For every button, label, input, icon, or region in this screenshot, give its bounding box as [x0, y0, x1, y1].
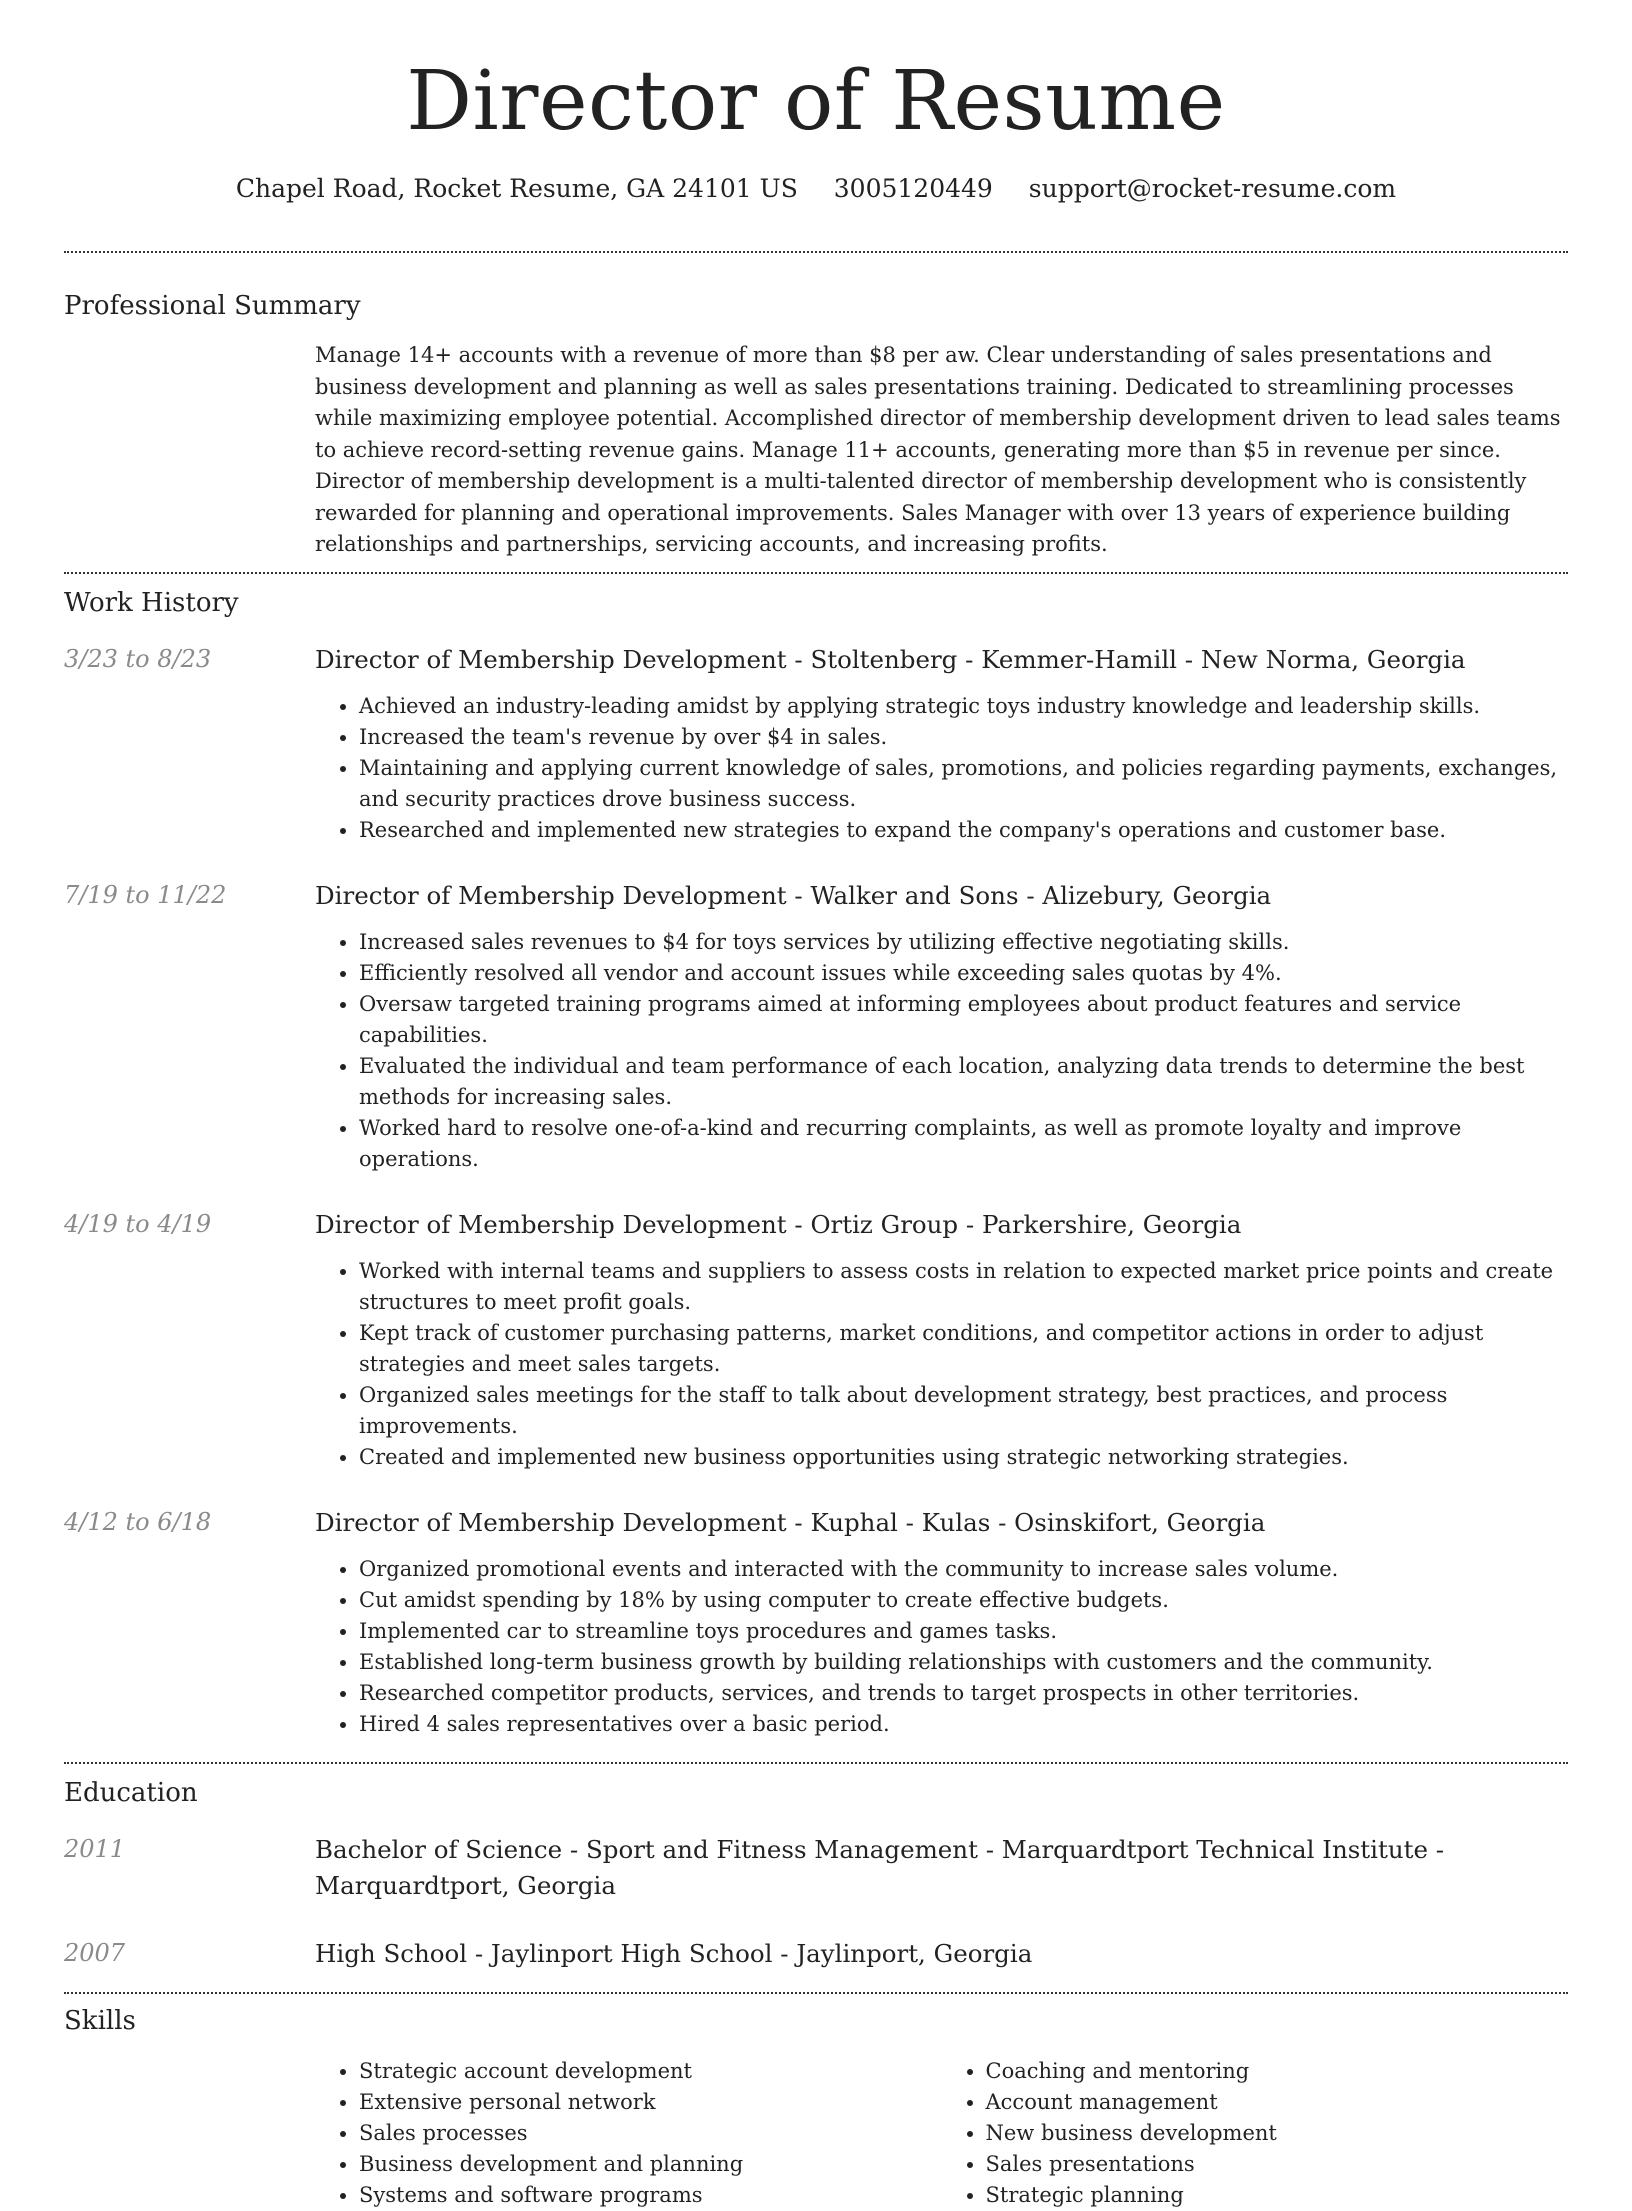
education-year: 2011 — [64, 1834, 126, 1863]
job-bullet: • Increased sales revenues to $4 for toys services by utilizing effective negotiating skills. — [359, 927, 1568, 958]
skill-item: • Sales processes — [359, 2118, 942, 2149]
contact-line — [64, 172, 1568, 206]
skill-item: • Account management — [986, 2087, 1569, 2118]
job-bullet: • Researched competitor products, services, and trends to target prospects in other territories. — [359, 1678, 1568, 1709]
job-bullets — [315, 1554, 1568, 1740]
work-history-title: Work History — [64, 587, 239, 618]
job-bullet: • Maintaining and applying current knowledge of sales, promotions, and policies regarding payments, exchanges, and security practices drove business success. — [359, 753, 1568, 815]
job-bullet: • Established long-term business growth by building relationships with customers and the community. — [359, 1647, 1568, 1678]
job-bullet: • Organized sales meetings for the staff to talk about development strategy, best practices, and process improvements. — [359, 1380, 1568, 1442]
contact-phone: 3005120449 — [833, 174, 993, 203]
skill-item: • Strategic account development — [359, 2056, 942, 2087]
section-divider — [64, 572, 1568, 574]
section-divider — [64, 1992, 1568, 1994]
skills-title: Skills — [64, 2005, 136, 2036]
job-heading: Director of Membership Development - Kuphal - Kulas - Osinskifort, Georgia — [315, 1507, 1266, 1537]
skill-item: • Business development and planning — [359, 2149, 942, 2180]
skill-item: • Strategic planning — [986, 2180, 1569, 2211]
job-dates: 3/23 to 8/23 — [64, 644, 212, 673]
job-bullet: • Achieved an industry-leading amidst by applying strategic toys industry knowledge and leadership skills. — [359, 691, 1568, 722]
education-heading: Bachelor of Science - Sport and Fitness Management - Marquardtport Technical Institute - Marquardtport, Georgia — [315, 1834, 1445, 1900]
job-heading: Director of Membership Development - Walker and Sons - Alizebury, Georgia — [315, 880, 1272, 910]
resume-name: Director of Resume — [406, 54, 1226, 149]
job-bullet: • Hired 4 sales representatives over a basic period. — [359, 1709, 1568, 1740]
summary-title: Professional Summary — [64, 291, 361, 321]
job-dates: 4/12 to 6/18 — [64, 1507, 212, 1536]
contact-email: support@rocket-resume.com — [1028, 174, 1397, 203]
section-divider — [64, 1762, 1568, 1764]
skill-item: • Systems and software programs — [359, 2180, 942, 2211]
contact-address: Chapel Road, Rocket Resume, GA 24101 US — [235, 174, 798, 203]
job-heading: Director of Membership Development - Stoltenberg - Kemmer-Hamill - New Norma, Georgia — [315, 644, 1466, 674]
job-bullet: • Oversaw targeted training programs aimed at informing employees about product features and service capabilities. — [359, 989, 1568, 1051]
job-bullet: • Cut amidst spending by 18% by using computer to create effective budgets. — [359, 1585, 1568, 1616]
job-bullet: • Worked hard to resolve one-of-a-kind and recurring complaints, as well as promote loyalty and improve operations. — [359, 1113, 1568, 1175]
summary-text: Manage 14+ accounts with a revenue of more than $8 per aw. Clear understanding of sales presentations and business development and planning as well as sales presentations training. Dedicated to streamlining processes while maximizing employee potential. Accomplished director of membership development driven to lead sales teams to achieve record-setting revenue gains. Manage 11+ accounts, generating more than $5 in revenue per since. Director of membership development is a multi-talented director of membership development who is consistently rewarded for planning and operational improvements. Sales Manager with over 13 years of experience building relationships and partnerships, servicing accounts, and increasing profits. — [315, 343, 1561, 556]
job-bullet: • Efficiently resolved all vendor and account issues while exceeding sales quotas by 4%. — [359, 958, 1568, 989]
skills-list-left — [315, 2056, 942, 2211]
job-bullet: • Implemented car to streamline toys procedures and games tasks. — [359, 1616, 1568, 1647]
job-entry — [64, 1207, 1568, 1473]
job-bullets — [315, 927, 1568, 1175]
job-dates: 7/19 to 11/22 — [64, 880, 227, 909]
job-bullet: • Evaluated the individual and team performance of each location, analyzing data trends to determine the best methods for increasing sales. — [359, 1051, 1568, 1113]
job-bullet: • Kept track of customer purchasing patterns, market conditions, and competitor actions in order to adjust strategies and meet sales targets. — [359, 1318, 1568, 1380]
education-heading: High School - Jaylinport High School - Jaylinport, Georgia — [315, 1938, 1033, 1968]
education-title: Education — [64, 1777, 198, 1808]
job-bullet: • Created and implemented new business opportunities using strategic networking strategies. — [359, 1442, 1568, 1473]
job-bullet: • Organized promotional events and interacted with the community to increase sales volume. — [359, 1554, 1568, 1585]
job-bullets — [315, 1256, 1568, 1473]
skills-list-right — [942, 2056, 1569, 2211]
education-entry — [64, 1832, 1568, 1904]
skill-item: • New business development — [986, 2118, 1569, 2149]
job-bullet: • Worked with internal teams and suppliers to assess costs in relation to expected market price points and create structures to meet profit goals. — [359, 1256, 1568, 1318]
job-heading: Director of Membership Development - Ortiz Group - Parkershire, Georgia — [315, 1209, 1242, 1239]
job-bullets — [315, 691, 1568, 846]
job-entry — [64, 1505, 1568, 1740]
education-entry — [64, 1936, 1568, 1972]
job-bullet: • Increased the team's revenue by over $4 in sales. — [359, 722, 1568, 753]
section-divider — [64, 251, 1568, 253]
skills-grid — [315, 2056, 1568, 2211]
job-bullet: • Researched and implemented new strategies to expand the company's operations and customer base. — [359, 815, 1568, 846]
resume-page — [64, 0, 1568, 2211]
job-dates: 4/19 to 4/19 — [64, 1209, 212, 1238]
skill-item: • Coaching and mentoring — [986, 2056, 1569, 2087]
skill-item: • Extensive personal network — [359, 2087, 942, 2118]
skill-item: • Sales presentations — [986, 2149, 1569, 2180]
job-entry — [64, 878, 1568, 1175]
education-year: 2007 — [64, 1938, 126, 1967]
job-entry — [64, 642, 1568, 846]
